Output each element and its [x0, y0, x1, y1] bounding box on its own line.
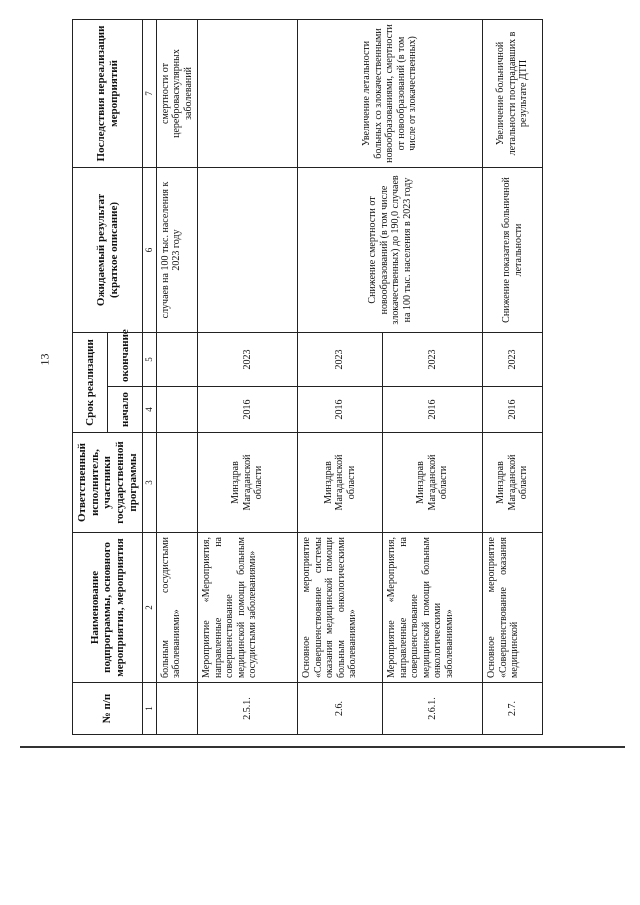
header-num: № п/п [73, 683, 143, 735]
table-row [298, 19, 383, 734]
row-num: 2.6. [298, 683, 383, 735]
row-executor: Минздрав Магаданской области [298, 433, 383, 533]
table-row [483, 19, 543, 734]
header-executor: Ответственный исполнитель, участники государственной программы [73, 433, 143, 533]
row-consequence: Увеличение больничной летальности пострадавших в результате ДТП [483, 19, 543, 167]
row-result: Снижение показателя больничной летальности [483, 167, 543, 332]
row-num: 2.5.1. [198, 683, 298, 735]
row-name: больным сосудистыми заболеваниями» [156, 533, 198, 683]
header-row [73, 19, 108, 734]
col-number: 4 [143, 387, 156, 433]
row-name: Мероприятие «Мероприятия, направленные на совершенствование медицинской помощи больным сосудистыми заболеваниями» [198, 533, 298, 683]
col-number: 1 [143, 683, 156, 735]
header-end: окончание [108, 332, 143, 386]
col-number: 5 [143, 332, 156, 386]
row-executor: Минздрав Магаданской области [383, 433, 483, 533]
row-executor: Минздрав Магаданской области [483, 433, 543, 533]
page-number: 13 [37, 353, 52, 366]
row-result: Снижение смертности от новообразований (в том числе злокачественных) до 190,0 случаев на 100 тыс. населения в 2023 году [298, 167, 483, 332]
header-term: Срок реализации [73, 332, 108, 432]
row-result [198, 167, 298, 332]
row-name: Основное мероприятие «Совершенствование оказания медицинской [483, 533, 543, 683]
row-num: 2.7. [483, 683, 543, 735]
row-start: 2016 [483, 387, 543, 433]
row-executor: Минздрав Магаданской области [198, 433, 298, 533]
table-row [198, 19, 298, 734]
header-start: начало [108, 387, 143, 433]
row-consequence [198, 19, 298, 167]
row-start: 2016 [198, 387, 298, 433]
row-name: Основное мероприятие «Совершенствование системы оказания медицинской помощи больным онкологическими заболеваниями» [298, 533, 383, 683]
table-row [156, 19, 198, 734]
row-consequence: Увеличение летальности больных со злокачественными новообразованиями, смертности от новообразований (в том числе от злокачественных) [298, 19, 483, 167]
program-measures-table [72, 19, 543, 735]
page-divider-line [20, 746, 625, 748]
row-start: 2016 [383, 387, 483, 433]
row-consequence: смертности от цереброваскулярных заболеваний [156, 19, 198, 167]
col-number: 7 [143, 19, 156, 167]
row-end: 2023 [383, 332, 483, 386]
row-result: случаев на 100 тыс. населения к 2023 году [156, 167, 198, 332]
row-executor [156, 433, 198, 533]
column-number-row [143, 19, 156, 734]
row-end: 2023 [483, 332, 543, 386]
header-result: Ожидаемый результат (краткое описание) [73, 167, 143, 332]
header-name: Наименование подпрограммы, основного мероприятия, мероприятия [73, 533, 143, 683]
row-end [156, 332, 198, 386]
row-end: 2023 [298, 332, 383, 386]
row-num: 2.6.1. [383, 683, 483, 735]
col-number: 2 [143, 533, 156, 683]
row-name: Мероприятие «Мероприятия, направленные на совершенствование медицинской помощи больным онкологическими заболеваниями» [383, 533, 483, 683]
row-start: 2016 [298, 387, 383, 433]
rotated-table-container [72, 20, 572, 735]
row-end: 2023 [198, 332, 298, 386]
row-num [156, 683, 198, 735]
row-start [156, 387, 198, 433]
header-consequence: Последствия нереализации мероприятий [73, 19, 143, 167]
col-number: 3 [143, 433, 156, 533]
col-number: 6 [143, 167, 156, 332]
